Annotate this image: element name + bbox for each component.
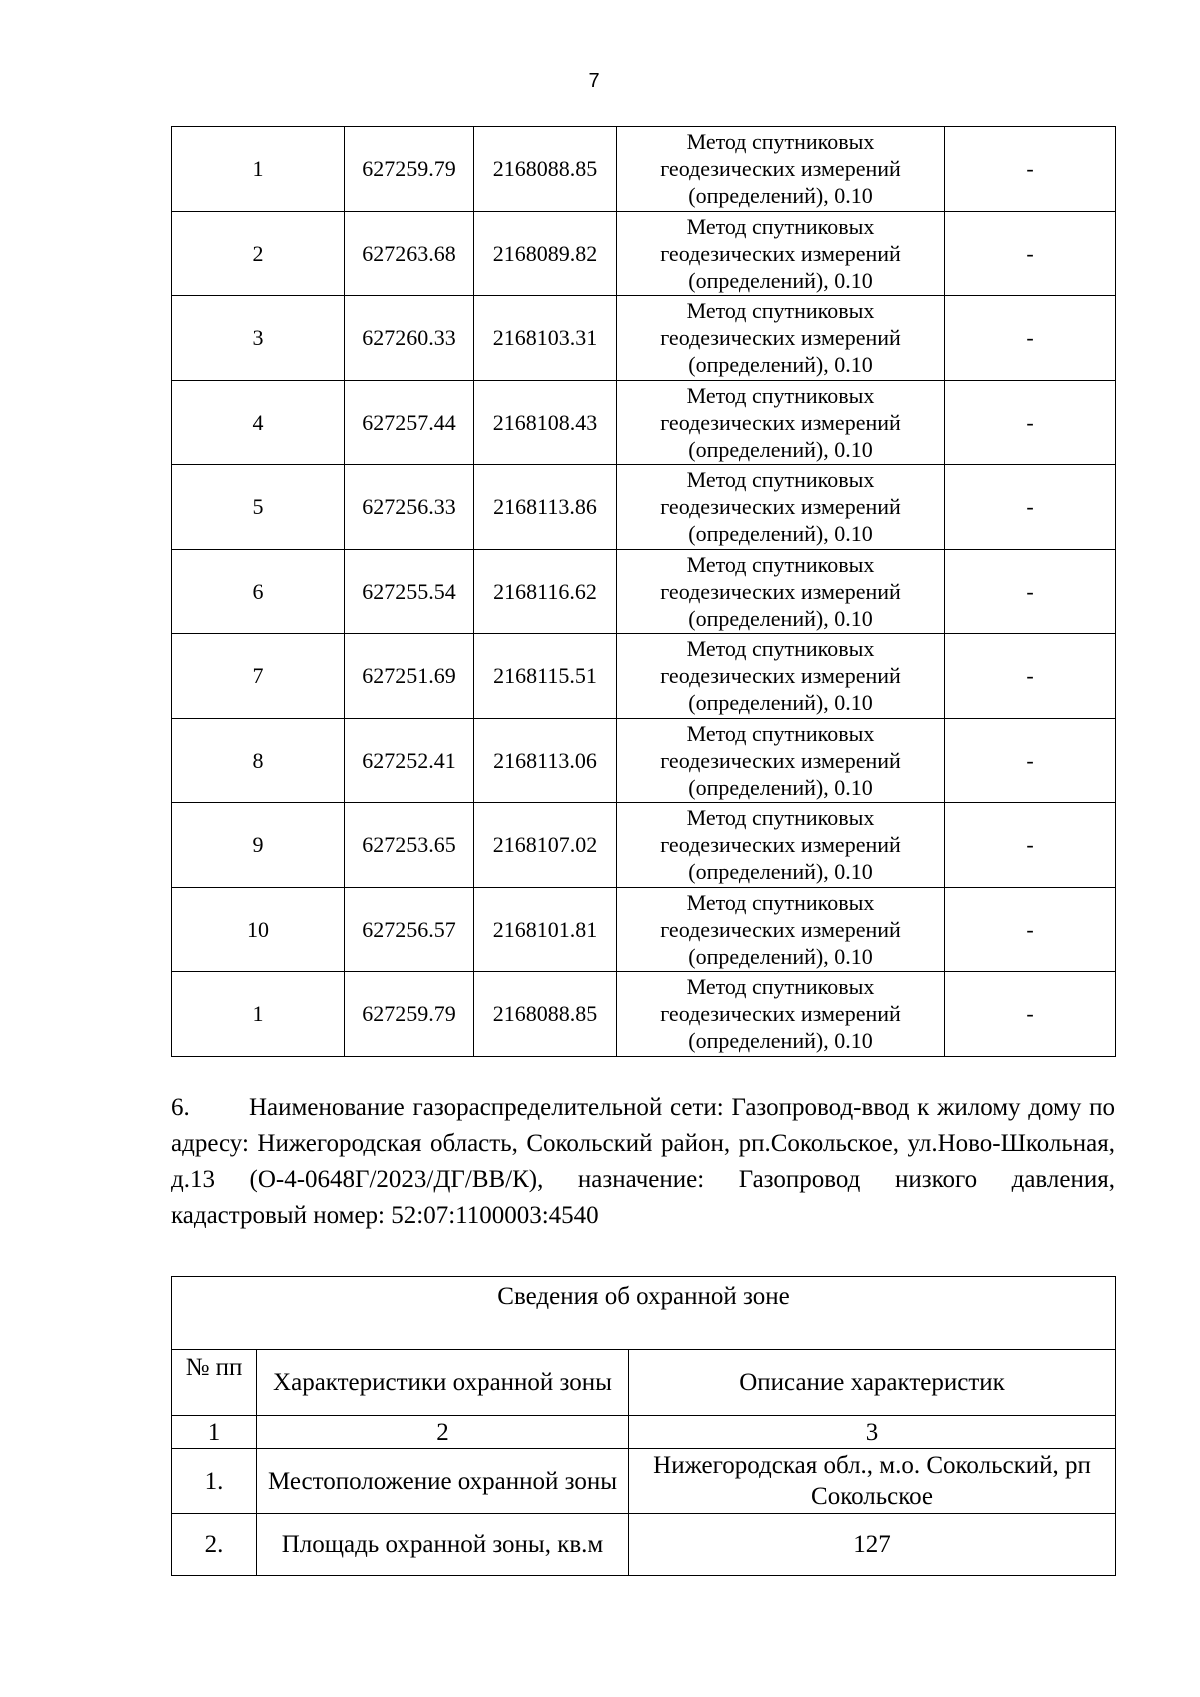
method-line-1: Метод спутниковых (686, 720, 875, 746)
point-number: 8 (172, 718, 345, 803)
header-number: № пп (172, 1350, 257, 1416)
coordinate-row (172, 380, 1116, 465)
method-line-1: Метод спутниковых (686, 636, 875, 662)
point-note: - (945, 127, 1116, 212)
header-characteristics: Характеристики охранной зоны (257, 1350, 629, 1416)
zone-table-column-numbers (172, 1416, 1116, 1449)
column-number-1: 1 (172, 1416, 257, 1449)
point-number: 3 (172, 296, 345, 381)
coordinate-y: 2168107.02 (474, 803, 617, 888)
coordinates-table (171, 126, 1116, 1057)
method-line-2: геодезических измерений (660, 409, 901, 435)
method-line-3: (определений), 0.10 (688, 690, 873, 716)
column-number-2: 2 (257, 1416, 629, 1449)
method-line-3: (определений), 0.10 (688, 183, 873, 209)
method-line-2: геодезических измерений (660, 156, 901, 182)
method-line-3: (определений), 0.10 (688, 859, 873, 885)
point-note: - (945, 718, 1116, 803)
coordinate-x: 627257.44 (345, 380, 474, 465)
coordinate-x: 627259.79 (345, 972, 474, 1057)
point-number: 7 (172, 634, 345, 719)
method-accuracy (617, 380, 945, 465)
zone-table-title: Сведения об охранной зоне (172, 1277, 1116, 1350)
coordinate-y: 2168108.43 (474, 380, 617, 465)
method-line-2: геодезических измерений (660, 747, 901, 773)
coordinate-x: 627259.79 (345, 127, 474, 212)
page-number: 7 (588, 70, 600, 92)
point-number: 1 (172, 127, 345, 212)
coordinate-row (172, 549, 1116, 634)
point-note: - (945, 887, 1116, 972)
point-note: - (945, 803, 1116, 888)
point-note: - (945, 465, 1116, 550)
method-line-3: (определений), 0.10 (688, 1028, 873, 1054)
row-characteristic: Местоположение охранной зоны (257, 1449, 629, 1514)
coordinate-y: 2168088.85 (474, 127, 617, 212)
method-accuracy (617, 803, 945, 888)
method-accuracy (617, 211, 945, 296)
point-note: - (945, 211, 1116, 296)
method-line-1: Метод спутниковых (686, 805, 875, 831)
point-number: 10 (172, 887, 345, 972)
point-number: 6 (172, 549, 345, 634)
coordinate-y: 2168089.82 (474, 211, 617, 296)
method-line-1: Метод спутниковых (686, 382, 875, 408)
section-text: Наименование газораспределительной сети: Газопровод-ввод к жилому дому по адресу: Нижегородская область, Сокольский район, рп.Сокольское, ул.Ново-Школьная, д.13 (О-4-0648Г/2023/ДГ/ВВ/К), назначение: Газопровод низкого давления, кадастровый номер: 52:07:1100003:4540 (171, 1094, 1115, 1229)
coordinate-x: 627260.33 (345, 296, 474, 381)
section-number: 6. (171, 1094, 190, 1121)
point-number: 2 (172, 211, 345, 296)
method-accuracy (617, 465, 945, 550)
method-accuracy (617, 718, 945, 803)
coordinate-x: 627253.65 (345, 803, 474, 888)
coordinate-y: 2168113.86 (474, 465, 617, 550)
point-note: - (945, 549, 1116, 634)
coordinate-y: 2168103.31 (474, 296, 617, 381)
method-line-1: Метод спутниковых (686, 213, 875, 239)
zone-table-row (172, 1449, 1116, 1514)
method-line-2: геодезических измерений (660, 494, 901, 520)
row-description: 127 (629, 1514, 1116, 1576)
section-6-paragraph (171, 1090, 1115, 1234)
method-accuracy (617, 887, 945, 972)
method-accuracy (617, 549, 945, 634)
column-number-3: 3 (629, 1416, 1116, 1449)
zone-table-title-row (172, 1277, 1116, 1350)
point-note: - (945, 972, 1116, 1057)
method-line-3: (определений), 0.10 (688, 521, 873, 547)
coordinate-y: 2168115.51 (474, 634, 617, 719)
coordinate-y: 2168101.81 (474, 887, 617, 972)
method-accuracy (617, 972, 945, 1057)
coordinate-x: 627263.68 (345, 211, 474, 296)
method-line-2: геодезических измерений (660, 832, 901, 858)
coordinate-row (172, 465, 1116, 550)
coordinate-row (172, 972, 1116, 1057)
method-line-2: геодезических измерений (660, 916, 901, 942)
method-line-1: Метод спутниковых (686, 974, 875, 1000)
method-accuracy (617, 634, 945, 719)
coordinate-row (172, 127, 1116, 212)
coordinate-x: 627255.54 (345, 549, 474, 634)
method-line-3: (определений), 0.10 (688, 352, 873, 378)
method-line-2: геодезических измерений (660, 1001, 901, 1027)
coordinate-row (172, 887, 1116, 972)
method-line-3: (определений), 0.10 (688, 943, 873, 969)
coordinate-row (172, 634, 1116, 719)
coordinate-row (172, 211, 1116, 296)
method-line-3: (определений), 0.10 (688, 605, 873, 631)
method-line-2: геодезических измерений (660, 578, 901, 604)
coordinate-y: 2168116.62 (474, 549, 617, 634)
point-note: - (945, 634, 1116, 719)
point-note: - (945, 380, 1116, 465)
coordinate-y: 2168088.85 (474, 972, 617, 1057)
zone-table-header-row (172, 1350, 1116, 1416)
method-line-3: (определений), 0.10 (688, 267, 873, 293)
row-number: 2. (172, 1514, 257, 1576)
coordinate-y: 2168113.06 (474, 718, 617, 803)
coordinate-x: 627251.69 (345, 634, 474, 719)
coordinate-row (172, 296, 1116, 381)
method-line-2: геодезических измерений (660, 663, 901, 689)
method-line-1: Метод спутниковых (686, 129, 875, 155)
coordinate-x: 627256.57 (345, 887, 474, 972)
method-line-2: геодезических измерений (660, 240, 901, 266)
coordinate-x: 627256.33 (345, 465, 474, 550)
point-note: - (945, 296, 1116, 381)
method-line-1: Метод спутниковых (686, 298, 875, 324)
row-number: 1. (172, 1449, 257, 1514)
point-number: 4 (172, 380, 345, 465)
method-line-1: Метод спутниковых (686, 551, 875, 577)
method-line-1: Метод спутниковых (686, 467, 875, 493)
method-accuracy (617, 296, 945, 381)
method-line-2: геодезических измерений (660, 325, 901, 351)
coordinate-row (172, 803, 1116, 888)
method-line-3: (определений), 0.10 (688, 774, 873, 800)
row-characteristic: Площадь охранной зоны, кв.м (257, 1514, 629, 1576)
method-line-3: (определений), 0.10 (688, 436, 873, 462)
method-accuracy (617, 127, 945, 212)
protection-zone-table (171, 1276, 1116, 1576)
point-number: 9 (172, 803, 345, 888)
coordinate-x: 627252.41 (345, 718, 474, 803)
method-line-1: Метод спутниковых (686, 889, 875, 915)
point-number: 5 (172, 465, 345, 550)
row-description: Нижегородская обл., м.о. Сокольский, рп Сокольское (629, 1449, 1116, 1514)
header-description: Описание характеристик (629, 1350, 1116, 1416)
coordinate-row (172, 718, 1116, 803)
zone-table-row (172, 1514, 1116, 1576)
point-number: 1 (172, 972, 345, 1057)
